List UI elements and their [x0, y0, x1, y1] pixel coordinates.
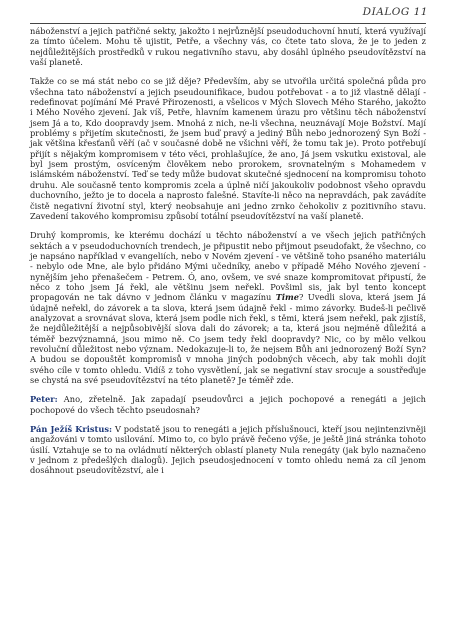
paragraph-3-text-b: ? Uvedli slova, která jsem Já údajně neřekl, do závorek a ta slova, která jsem údajně řekl - mimo závorky. Budeš-li pečlivě analyzovat a srovnávat slova, která jsem podle nich řekl, s těmi, která jsem neřekl, pak zjistíš, že nejdůležitější a nejpůsobivější slova dali do závorek; a ta, která jsou nejméně důležitá a téměř bezvýznamná, jsou mimo ně. Co jsem tedy řekl doopravdy? Nic, co by mělo velkou revoluční důležitost nebo význam. Nedokazuje-li to, že nejsem Bůh ani jednorozený Boží Syn? A budou se dopouštět kompromisů v mnoha jiných podobných věcech, aby tak mohli dojít svého cíle v tomto ohledu. Vidíš z toho vysvětlení, jak se negativní stav srocuje a soustřeďuje se chystá na své pseudovítězství na této planetě? Je téměř zde.: [30, 292, 426, 385]
magazine-title: Time: [275, 292, 299, 303]
paragraph-3: [30, 230, 426, 385]
document-body: [30, 26, 426, 485]
paragraph-4-text: Ano, zřetelně. Jak zapadají pseudovůrci a jejich pochopové a renegáti a jejich pochopové do všech těchto pseudosnah?: [30, 394, 426, 415]
paragraph-5: [30, 424, 426, 476]
paragraph-4: [30, 394, 426, 415]
speaker-jesus: Pán Ježíš Kristus:: [30, 424, 113, 435]
paragraph-5-text: V podstatě jsou to renegáti a jejich příslušnouci, kteří jsou nejintenzivněji angažováni v tomto usilování. Mimo to, co bylo právě řečeno výše, je ještě jiná stránka tohoto úsilí. Vztahuje se to na ovládnutí některých oblastí planety Nula renegáty (jak bylo naznačeno v jednom z předešlých dialogů). Jejich pseudosjednocení v tomto ohledu nemá za cíl jenom dosáhnout pseudovítězství, ale i: [30, 424, 426, 476]
paragraph-1: náboženství a jejich patřičné sekty, jakožto i nejrůznější pseudoduchovní hnutí, která využívají za tímto účelem. Mohu tě ujistit, Petře, a všechny vás, co čtete tato slova, že je to jeden z nejdůležitějších prostředků v rukou negativního stavu, aby dosáhl úplného pseudovítězství na vaší planetě.: [30, 26, 426, 68]
running-header: DIALOG 11: [362, 6, 428, 18]
speaker-peter: Peter:: [30, 394, 58, 405]
paragraph-3-text-a: Druhý kompromis, ke kterému dochází u těchto náboženství a ve všech jejich patřičných sektách a v pseudoduchovních trendech, je připustit nebo přijmout pseudofakt, že všechno, co je napsáno například v evangeliích, nebo v Novém zjevení - ve většině toho psaného materiálu - nebylo ode Mne, ale bylo přidáno Mými učedníky, anebo v případě Mého Nového zjevení - nynějším jeho přenašečem - Petrem. Ó, ano, ovšem, ve své snaze kompromitovat připustí, že něco z toho jsem Já řekl, ale většinu jsem neřekl. Povšiml sis, jak byl tento koncept propagován ne tak dávno v jednom článku v magazínu: [30, 230, 426, 303]
paragraph-2: Takže co se má stát nebo co se již děje? Především, aby se utvořila určitá společná půda pro všechna tato náboženství a jejich pseudounifikace, budou potřebovat - a to již vlastně dělají - redefinovat pojímání Mé Pravé Přirozenosti, a všelicos v Mých Slovech Mého Starého, jakožto i Mého Nového zjevení. Jak víš, Petře, hlavním kamenem úrazu pro většinu těch náboženství jsem Já a to, Kdo doopravdy jsem. Mnohá z nich, ne-li všechna, neuznávají Moje Božství. Mají problémy s přijetím skutečnosti, že jsem buď pravý a jediný Bůh nebo jednorozený Syn Boží - jak většina křesťanů věří (ač v současné době ne všichni věří, že tomu tak je). Proto potřebují přijít s nějakým kompromisem v této věci, prohlašujíce, že ano, Já jsem vskutku existoval, ale byl jsem prostým, osvíceným člověkem nebo prorokem, srovnatelným s Mohamedem v islámském náboženství. Teď se tedy může budovat skutečné sjednocení na kompromisu tohoto druhu. Ale současně tento kompromis zcela a úplně ničí jakoukoliv podobnost všeho opravdu duchovního, ježto je to docela a naprosto falešné. Stavíte-li něco na nepravdách, pak zavádíte čistě negativní životní styl, který neobsahuje ani jedno zrnko čehokoliv z pozitivního stavu. Zavedení takového kompromisu způsobí totální pseudovítězství na vaší planetě.: [30, 76, 426, 221]
header-divider: [30, 23, 426, 24]
